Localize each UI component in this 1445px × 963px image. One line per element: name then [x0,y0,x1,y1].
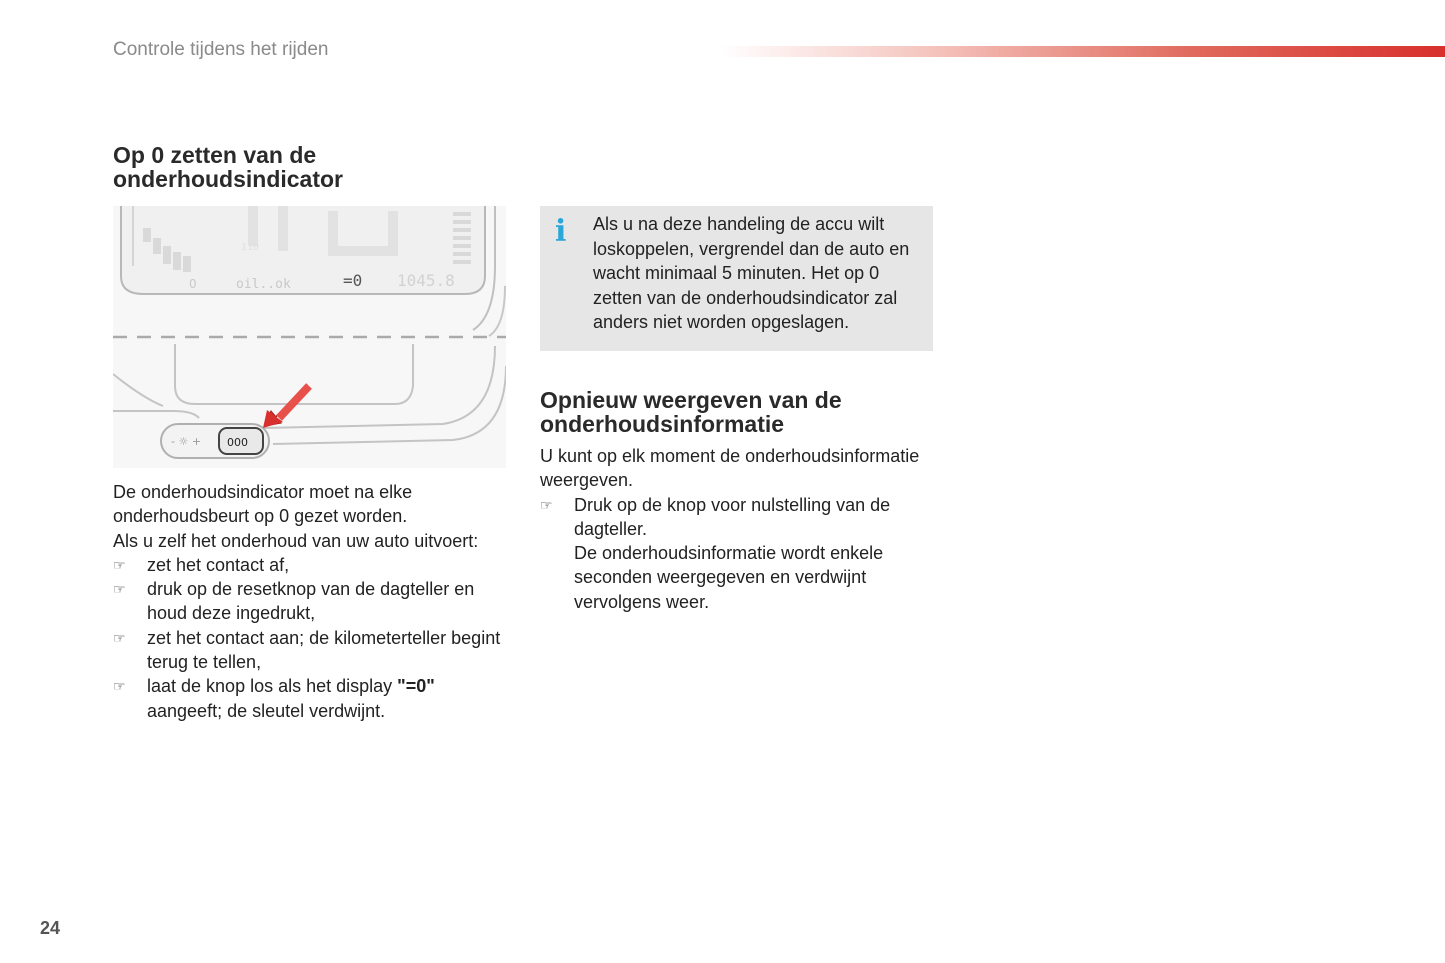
header-accent-bar [720,46,1445,57]
intro-paragraph-2: Als u zelf het onderhoud van uw auto uitvoert: [113,530,479,551]
list-item: ☞ zet het contact af, [113,553,503,577]
right-column-text [540,444,935,614]
dashboard-illustration-svg [113,206,506,468]
redisplay-intro: U kunt op elk moment de onderhoudsinformatie weergeven. [540,446,920,491]
reset-readout: =0 [343,271,363,290]
oil-readout: oil..ok [236,277,291,292]
pointing-hand-icon: ☞ [540,496,553,513]
info-note-text: Als u na deze handeling de accu wilt loskoppelen, vergrendel dan de auto en wacht minimaal 5 minuten. Het op 0 zetten van de onderhoudsindicator zal anders niet worden opgeslagen. [593,214,910,332]
reset-button-label: 000 [227,436,248,449]
left-column-text [113,480,503,723]
zero-readout: 0 [189,277,197,291]
section-heading-reset: Op 0 zetten van de onderhoudsindicator [113,142,343,192]
list-item: ☞ laat de knop los als het display "=0" aangeeft; de sleutel verdwijnt. [113,676,435,721]
info-icon: i [555,214,567,249]
page-number: 24 [40,918,61,938]
steps-list [113,553,503,723]
pointing-hand-icon: ☞ [113,581,126,598]
section-heading-redisplay: Opnieuw weergeven van de onderhoudsinformatie [540,387,842,437]
intro-paragraph-1: De onderhoudsindicator moet na elke onderhoudsbeurt op 0 gezet worden. [113,482,413,527]
pointing-hand-icon: ☞ [113,678,126,695]
speed-readout: 110 [241,242,260,253]
display-zero-text: "=0" [397,676,435,697]
list-item: ☞ zet het contact aan; de kilometerteller begint terug te tellen, [113,627,501,673]
redisplay-steps-list [540,493,935,614]
pointing-hand-icon: ☞ [113,629,126,646]
dashboard-illustration [113,206,506,468]
list-item: ☞ Druk op de knop voor nulstelling van de dagteller. De onderhoudsinformatie wordt enkele seconden weergegeven en verdwijnt vervolgens weer. [540,494,891,612]
list-item: ☞ druk op de resetknop van de dagteller en houd deze ingedrukt, [113,579,475,624]
header-title: Controle tijdens het rijden [113,39,329,60]
odometer-readout: 1045.8 [397,271,455,290]
pointing-hand-icon: ☞ [113,556,126,573]
info-note-box [540,206,933,351]
svg-text:- ☼ +: - ☼ + [171,435,202,448]
